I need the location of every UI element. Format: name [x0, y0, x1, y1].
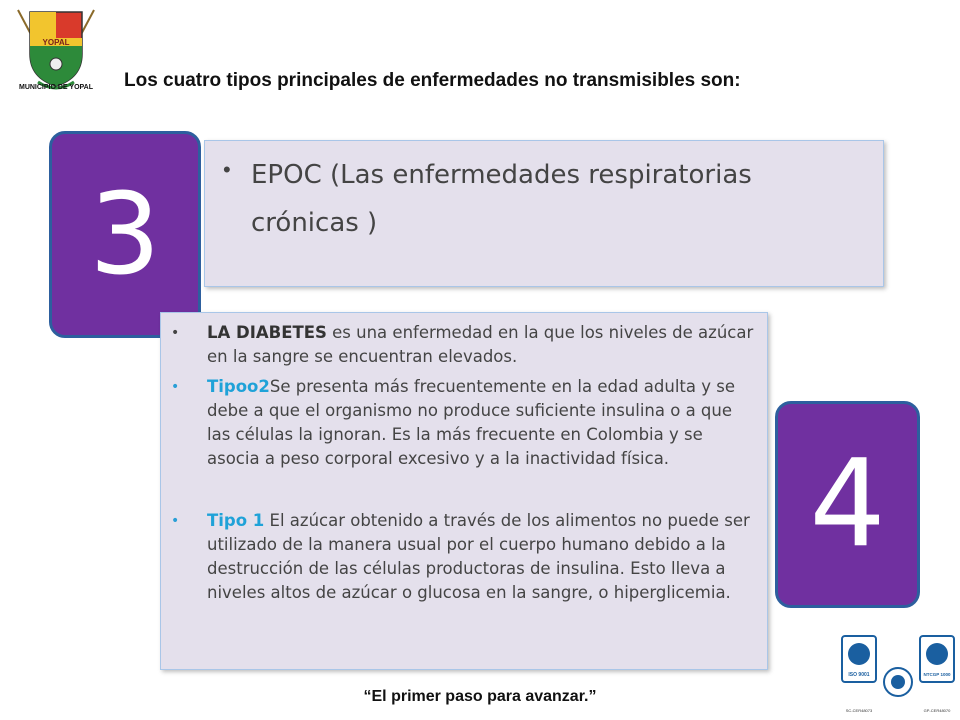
- list-item: [171, 321, 759, 369]
- bullet-icon: •: [171, 379, 180, 395]
- number-badge-3: 3: [49, 131, 201, 338]
- icontec-ntcgp-1000-seal-icon: [920, 636, 954, 713]
- item-label: Tipoo2: [207, 377, 270, 396]
- logo-caption: MUNICIPIO DE YOPAL: [18, 84, 94, 91]
- slide-title: Los cuatro tipos principales de enfermedades no transmisibles son:: [124, 70, 741, 91]
- iqnet-seal-icon: [884, 668, 912, 696]
- svg-text:GP-CER48070: GP-CER48070: [923, 708, 951, 713]
- bullet-icon: •: [171, 513, 180, 529]
- list-item: [171, 509, 759, 605]
- svg-text:YOPAL: YOPAL: [42, 38, 70, 47]
- bullet-icon: •: [171, 325, 180, 341]
- footer-slogan: “El primer paso para avanzar.”: [363, 688, 597, 705]
- svg-text:NTCGP 1000: NTCGP 1000: [923, 672, 951, 677]
- svg-text:SC-CER48073: SC-CER48073: [845, 708, 873, 713]
- item-label: LA DIABETES: [207, 323, 327, 342]
- yopal-shield-logo: [8, 4, 104, 96]
- number-badge-4: 4: [775, 401, 920, 608]
- icontec-iso-9001-seal-icon: [842, 636, 876, 713]
- item-text: es una enfermedad en la que los niveles de azúcar en la sangre se encuentran elevados.: [207, 323, 754, 366]
- epoc-text: EPOC (Las enfermedades respiratorias crónicas ): [251, 160, 752, 238]
- epoc-panel: [204, 140, 884, 287]
- bullet-icon: •: [223, 157, 231, 182]
- list-item: [171, 375, 759, 471]
- diabetes-panel: [160, 312, 768, 670]
- item-text: El azúcar obtenido a través de los alimentos no puede ser utilizado de la manera usual por el cuerpo humano debido a la destrucción de las células productoras de insulina. Esto lleva a niveles altos de azúcar o glucosa en la sangre, o hiperglicemia.: [207, 511, 750, 602]
- certification-seals: [840, 634, 956, 718]
- svg-text:ISO 9001: ISO 9001: [848, 672, 870, 678]
- item-text: Se presenta más frecuentemente en la edad adulta y se debe a que el organismo no produce suficiente insulina o a que las células la ignoran. Es la más frecuente en Colombia y se asocia a peso corporal excesivo y a la inactividad física.: [207, 377, 735, 468]
- item-label: Tipo 1: [207, 511, 265, 530]
